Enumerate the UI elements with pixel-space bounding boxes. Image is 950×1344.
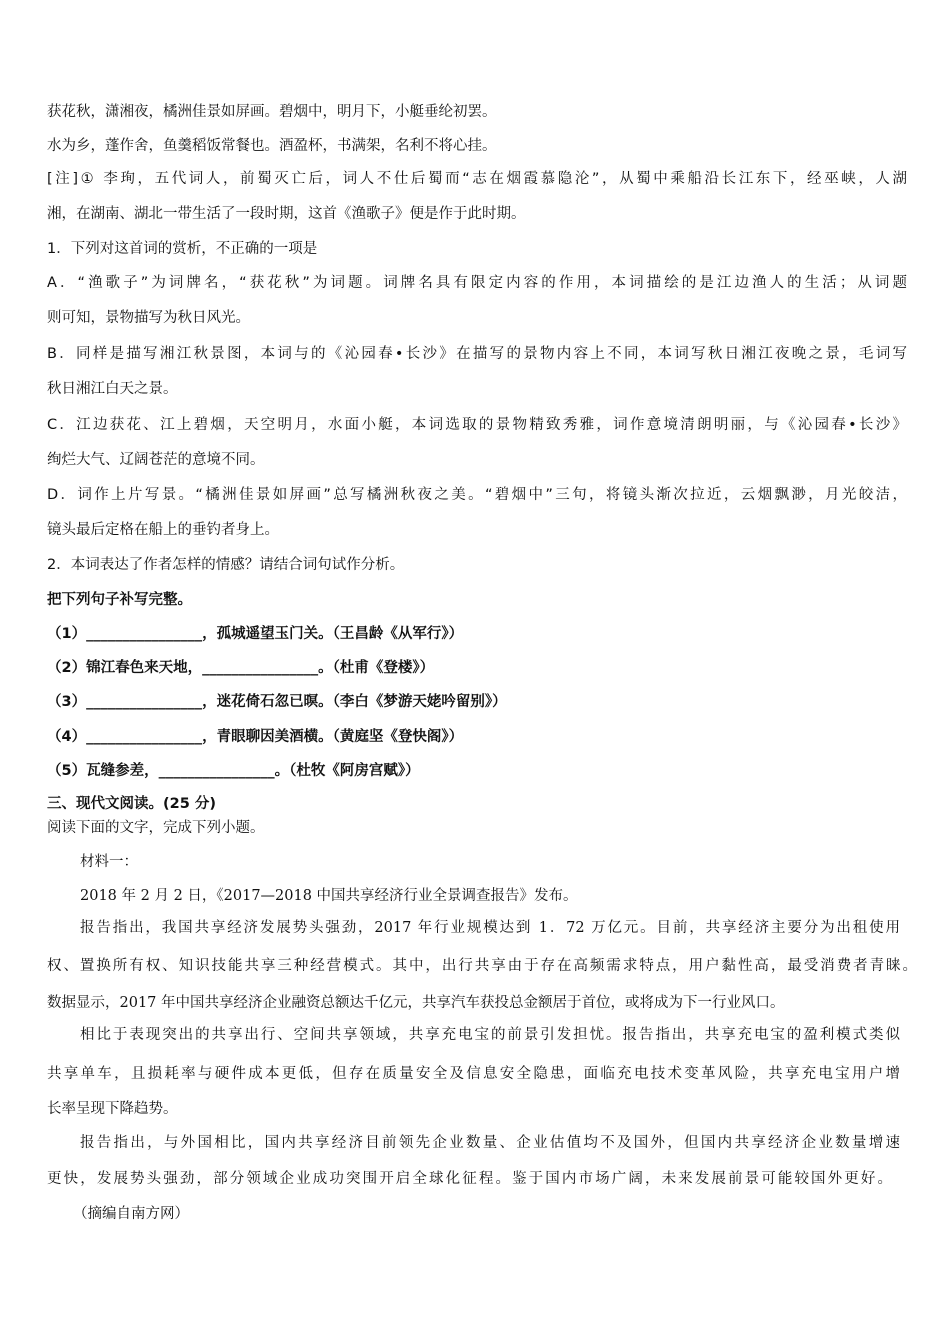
fill-item-4 — [47, 727, 907, 747]
question-1-stem: 1．下列对这首词的赏析，不正确的一项是 — [47, 241, 318, 257]
fill-item-2-num: （2）锦江春色来天地， — [47, 660, 203, 676]
fill-item-2 — [47, 658, 907, 678]
fill-item-3-text: ，迷花倚石忽已暝。（李白《梦游天姥吟留别》） — [202, 694, 507, 710]
fill-item-3-num: （3） — [47, 694, 87, 710]
material-label: 材料一： — [80, 854, 138, 870]
option-d-line-1: D．词作上片写景。“橘洲佳景如屏画”总写橘洲秋夜之美。“碧烟中”三句，将镜头渐次拉近，云烟飘渺，月光皎洁， — [47, 487, 907, 503]
fill-item-5-text: 。（杜牧《阿房宫赋》） — [274, 763, 420, 779]
paragraph-1-line-3: 数据显示，2017 年中国共享经济企业融资总额达千亿元，共享汽车获投总金额居于首位，或将成为下一行业风口。 — [47, 995, 785, 1011]
note-line-2: 湘，在湖南、湖北一带生活了一段时期，这首《渔歌子》便是作于此时期。 — [47, 206, 526, 222]
fill-item-4-text: ，青眼聊因美酒横。（黄庭坚《登快阁》） — [202, 729, 464, 745]
fill-blank-4[interactable]: ________________ — [86, 729, 203, 745]
option-b-line-1: B．同样是描写湘江秋景图，本词与的《沁园春•长沙》在描写的景物内容上不同，本词写秋日湘江夜晚之景，毛词写 — [47, 346, 907, 362]
fill-item-1-num: （1） — [47, 626, 87, 642]
fill-item-4-num: （4） — [47, 729, 87, 745]
fill-item-5 — [47, 761, 907, 781]
option-a-line-1: A．“渔歌子”为词牌名，“获花秋”为词题。词牌名具有限定内容的作用，本词描绘的是江边渔人的生活；从词题 — [47, 275, 907, 291]
fill-blank-5[interactable]: ________________ — [158, 763, 275, 779]
option-b-line-2: 秋日湘江白天之景。 — [47, 381, 178, 397]
option-d-line-2: 镜头最后定格在船上的垂钓者身上。 — [47, 522, 279, 538]
fill-section-title: 把下列句子补写完整。 — [47, 592, 192, 608]
fill-item-2-text: 。（杜甫《登楼》） — [318, 660, 435, 676]
fill-item-5-num: （5）瓦缝参差， — [47, 763, 159, 779]
paragraph-2-line-3: 长率呈现下降趋势。 — [47, 1101, 178, 1117]
option-c-line-2: 绚烂大气、辽阔苍茫的意境不同。 — [47, 452, 265, 468]
option-c-line-1: C．江边获花、江上碧烟，天空明月，水面小艇，本词选取的景物精致秀雅，词作意境清朗明丽，与《沁园春•长沙》 — [47, 417, 907, 433]
poem-line-1: 获花秋，潇湘夜，橘洲佳景如屏画。碧烟中，明月下，小艇垂纶初罢。 — [47, 104, 497, 120]
fill-blank-1[interactable]: ________________ — [86, 626, 203, 642]
section-3-instruction: 阅读下面的文字，完成下列小题。 — [47, 820, 265, 836]
fill-item-3 — [47, 692, 907, 712]
paragraph-2-line-1: 相比于表现突出的共享出行、空间共享领域，共享充电宝的前景引发担忧。报告指出，共享充电宝的盈利模式类似 — [80, 1027, 900, 1043]
poem-line-2: 水为乡，蓬作舍，鱼羹稻饭常餐也。酒盈杯，书满架，名利不将心挂。 — [47, 138, 497, 154]
section-3-title: 三、现代文阅读。(25 分) — [47, 796, 216, 812]
paragraph-3-line-1: 报告指出，与外国相比，国内共享经济目前领先企业数量、企业估值均不及国外，但国内共享经济企业数量增速 — [80, 1135, 900, 1151]
fill-blank-2[interactable]: ________________ — [202, 660, 319, 676]
paragraph-1-line-2: 权、置换所有权、知识技能共享三种经营模式。其中，出行共享由于存在高频需求特点，用户黏性高，最受消费者青睐。 — [47, 958, 917, 974]
option-a-line-2: 则可知，景物描写为秋日风光。 — [47, 310, 250, 326]
paragraph-0: 2018 年 2 月 2 日，《2017—2018 中国共享经济行业全景调查报告》发布。 — [80, 888, 578, 904]
paragraph-1-line-1: 报告指出，我国共享经济发展势头强劲，2017 年行业规模达到 1．72 万亿元。目前，共享经济主要分为出租使用 — [80, 920, 900, 936]
source-note: （摘编自南方网） — [73, 1206, 189, 1222]
fill-item-1-text: ，孤城遥望玉门关。（王昌龄《从军行》） — [202, 626, 464, 642]
paragraph-2-line-2: 共享单车，且损耗率与硬件成本更低，但存在质量安全及信息安全隐患，面临充电技术变革风险，共享充电宝用户增 — [47, 1066, 900, 1082]
paragraph-3-line-2: 更快，发展势头强劲，部分领域企业成功突围开启全球化征程。鉴于国内市场广阔，未来发展前景可能较国外更好。 — [47, 1171, 892, 1187]
fill-blank-3[interactable]: ________________ — [86, 694, 203, 710]
note-line-1: [注]① 李珣，五代词人，前蜀灭亡后，词人不仕后蜀而“志在烟霞慕隐沦”，从蜀中乘船沿长江东下，经巫峡，人湖 — [47, 171, 907, 187]
fill-item-1 — [47, 624, 907, 644]
question-2-stem: 2．本词表达了作者怎样的情感？请结合词句试作分析。 — [47, 557, 405, 573]
